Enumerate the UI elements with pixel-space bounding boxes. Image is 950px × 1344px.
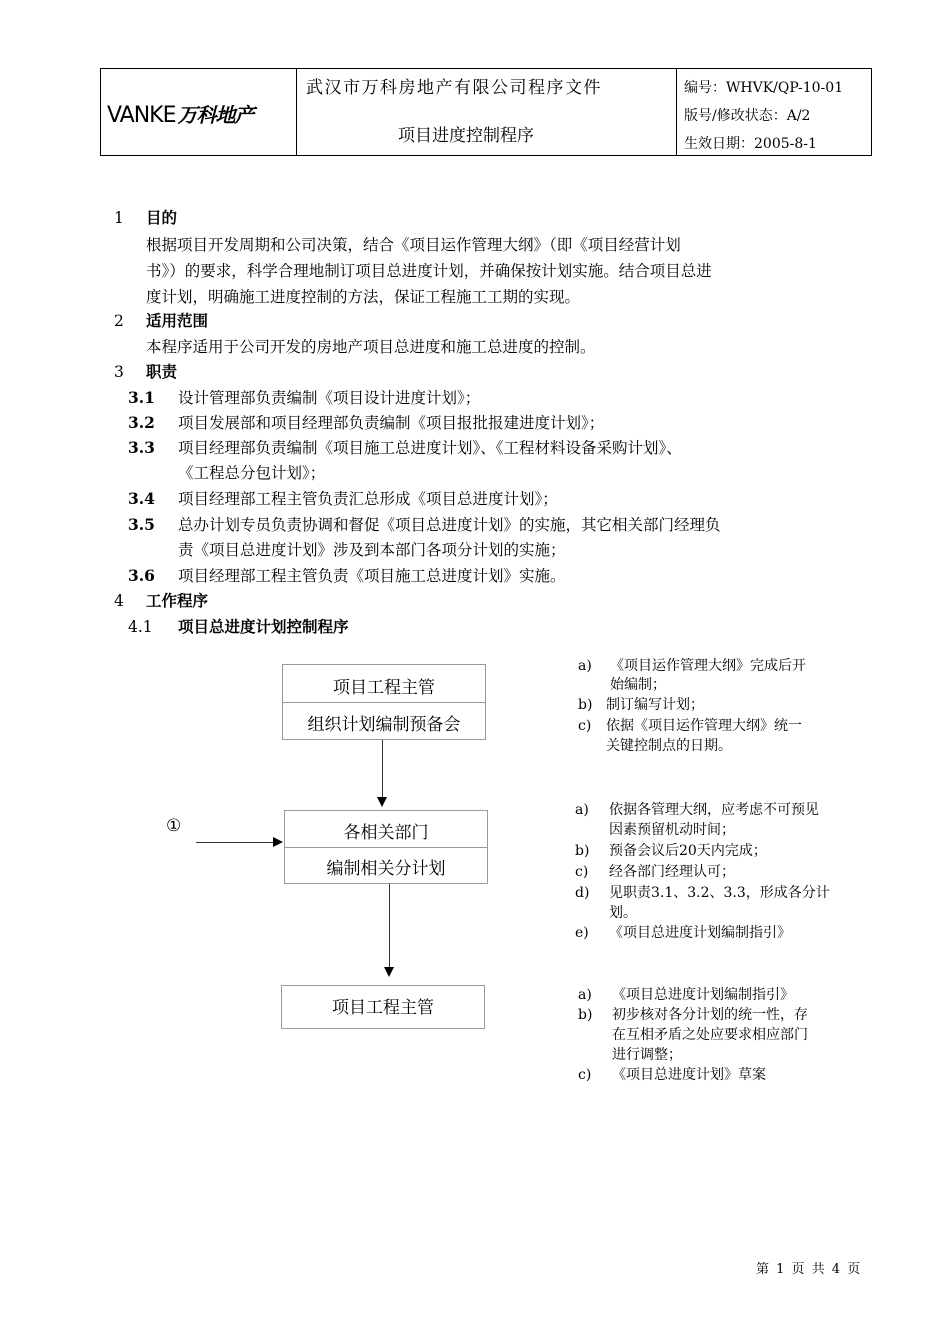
note-text: 《项目总进度计划》草案 — [612, 1067, 766, 1083]
section-2-title: 适用范围 — [146, 312, 209, 330]
logo-chinese: 万科地产 — [177, 103, 254, 127]
subsection-title: 项目总进度计划控制程序 — [178, 618, 349, 636]
note-text: 《项目总进度计划编制指引》 — [612, 987, 794, 1003]
page-number: 第 1 页 共 4 页 — [756, 1262, 861, 1277]
duty-number: 3.1 — [128, 388, 155, 407]
note-label: a) — [575, 802, 589, 818]
duty-text: 设计管理部负责编制《项目设计进度计划》； — [178, 389, 481, 407]
section-2-number: 2 — [114, 312, 124, 330]
doc-number: 编号：WHVK/QP-10-01 — [684, 80, 844, 96]
note-text: 初步核对各分计划的统一性，存 — [612, 1007, 808, 1023]
arrow-down-icon — [377, 797, 387, 807]
note-label: c) — [578, 1067, 592, 1083]
section-3-number: 3 — [114, 363, 124, 381]
logo-cell — [101, 69, 297, 155]
duty-number: 3.2 — [128, 413, 155, 432]
duty-text: 总办计划专员负责协调和督促《项目总进度计划》的实施，其它相关部门经理负 — [178, 516, 721, 534]
flow-connector-1 — [382, 740, 383, 798]
version-status: 版号/修改状态：A/2 — [684, 108, 811, 124]
duty-text: 项目经理部负责编制《项目施工总进度计划》、《工程材料设备采购计划》、 — [178, 439, 682, 457]
section-3-title: 职责 — [146, 363, 178, 381]
note-text: 《项目运作管理大纲》完成后开 — [610, 658, 806, 674]
note-label: b) — [578, 1007, 593, 1023]
arrow-down-icon — [384, 967, 394, 977]
note-text: 《项目总进度计划编制指引》 — [609, 925, 791, 941]
note-text: 见职责3.1、3.2、3.3，形成各分计 — [609, 885, 830, 901]
flow-box-2-bottom: 编制相关分计划 — [326, 859, 446, 879]
meta-cell — [677, 69, 871, 155]
flow-box-1-divider — [282, 702, 486, 703]
section-4-title: 工作程序 — [146, 592, 209, 610]
flow-box-1-top: 项目工程主管 — [333, 678, 435, 698]
company-name: 武汉市万科房地产有限公司程序文件 — [306, 78, 602, 98]
document-title: 项目进度控制程序 — [398, 126, 534, 146]
document-header — [100, 68, 872, 156]
note-label: a) — [578, 987, 592, 1003]
note-text: 预备会议后20天内完成； — [609, 843, 767, 859]
note-label: b) — [575, 843, 590, 859]
note-text: 依据各管理大纲，应考虑不可预见 — [609, 802, 819, 818]
section-4-number: 4 — [114, 592, 124, 610]
effective-date: 生效日期：2005-8-1 — [684, 136, 817, 152]
note-label: a) — [578, 658, 592, 674]
flow-box-1-bottom: 组织计划编制预备会 — [307, 715, 461, 735]
note-label: c) — [578, 718, 592, 734]
flow-input-line — [196, 842, 274, 843]
section-1-line: 书》）的要求，科学合理地制订项目总进度计划，并确保按计划实施。结合项目总进 — [146, 262, 712, 280]
section-2-line: 本程序适用于公司开发的房地产项目总进度和施工总进度的控制。 — [146, 338, 596, 356]
logo-english: VANKE — [107, 103, 176, 128]
arrow-right-icon — [273, 837, 283, 847]
duty-number: 3.5 — [128, 515, 155, 534]
note-label: b) — [578, 697, 593, 713]
duty-text: 项目经理部工程主管负责《项目施工总进度计划》实施。 — [178, 567, 566, 585]
duty-number: 3.6 — [128, 566, 155, 585]
note-text: 划。 — [609, 905, 637, 921]
flow-box-3-label: 项目工程主管 — [332, 998, 434, 1018]
flow-marker: ① — [166, 816, 182, 836]
section-1-line: 根据项目开发周期和公司决策，结合《项目运作管理大纲》（即《项目经营计划 — [146, 236, 681, 254]
note-text: 因素预留机动时间； — [609, 822, 735, 838]
duty-text: 责《项目总进度计划》涉及到本部门各项分计划的实施； — [178, 541, 566, 559]
vanke-logo — [107, 99, 253, 128]
note-text: 关键控制点的日期。 — [606, 738, 732, 754]
note-label: d) — [575, 885, 590, 901]
flow-box-2-divider — [284, 847, 488, 848]
note-text: 依据《项目运作管理大纲》统一 — [606, 718, 802, 734]
note-text: 经各部门经理认可； — [609, 864, 735, 880]
subsection-number: 4.1 — [128, 618, 153, 636]
note-text: 进行调整； — [612, 1047, 682, 1063]
duty-text: 项目经理部工程主管负责汇总形成《项目总进度计划》； — [178, 490, 558, 508]
flow-box-2-top: 各相关部门 — [343, 823, 429, 843]
title-cell — [296, 69, 677, 155]
note-label: c) — [575, 864, 589, 880]
duty-number: 3.3 — [128, 438, 155, 457]
note-text: 在互相矛盾之处应要求相应部门 — [612, 1027, 808, 1043]
note-text: 始编制； — [610, 677, 666, 693]
section-1-title: 目的 — [146, 209, 178, 227]
duty-text: 项目发展部和项目经理部负责编制《项目报批报建进度计划》； — [178, 414, 605, 432]
duty-number: 3.4 — [128, 489, 155, 508]
flow-connector-2 — [389, 884, 390, 968]
section-1-number: 1 — [114, 209, 124, 227]
section-1-line: 度计划，明确施工进度控制的方法，保证工程施工工期的实现。 — [146, 288, 581, 306]
duty-text: 《工程总分包计划》； — [178, 464, 326, 482]
note-text: 制订编写计划； — [606, 697, 704, 713]
note-label: e) — [575, 925, 589, 941]
